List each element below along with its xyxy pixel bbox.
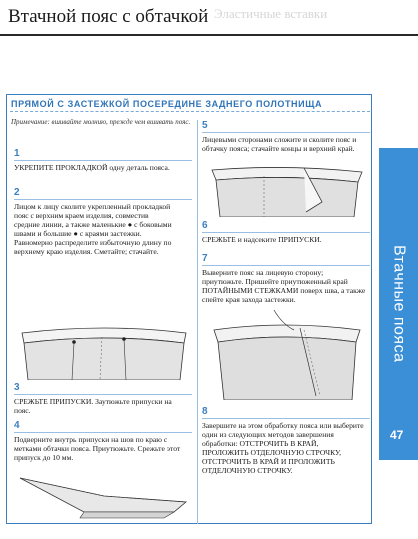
step-rule	[202, 418, 370, 419]
step-number: 1	[14, 148, 20, 159]
title-rule	[0, 34, 418, 36]
step-number: 5	[202, 120, 208, 131]
illustration-step-4	[14, 468, 192, 520]
step-rule	[202, 232, 370, 233]
step-rule	[14, 199, 192, 200]
step-number: 3	[14, 382, 20, 393]
step-number: 6	[202, 220, 208, 231]
step-number: 7	[202, 253, 208, 264]
step-rule	[14, 432, 192, 433]
step-text: СРЕЖЬТЕ ПРИПУСКИ. Заутюжьте припуски на пояс.	[14, 397, 172, 415]
step-rule	[202, 265, 370, 266]
step-number: 2	[14, 187, 20, 198]
illustration-step-2	[14, 325, 192, 380]
chapter-tab-label-wrap	[379, 148, 418, 460]
heading-rule	[10, 111, 370, 112]
column-divider	[197, 120, 198, 524]
step-text: Лицевыми сторонами сложите и сколите пояс и обтачку пояса; стачайте концы и верхний край.	[202, 135, 357, 153]
step-number: 8	[202, 406, 208, 417]
section-heading: ПРЯМОЙ С ЗАСТЕЖКОЙ ПОСЕРЕДИНЕ ЗАДНЕГО ПОЛОТНИЩА	[11, 99, 323, 109]
step-text: Подверните внутрь припуски на шов по краю с метками обтачки пояса. Приутюжьте. Срежьте этот припуск до 10 мм.	[14, 435, 181, 462]
step-text: СРЕЖЬТЕ и надсеките ПРИПУСКИ.	[202, 235, 322, 244]
page-title: Втачной пояс с обтачкой	[8, 6, 209, 27]
bleed-through-title: Эластичные вставки	[214, 6, 328, 21]
step-rule	[14, 160, 192, 161]
step-rule	[202, 132, 370, 133]
step-text: УКРЕПИТЕ ПРОКЛАДКОЙ одну деталь пояса.	[14, 163, 170, 172]
step-text: Выверните пояс на лицевую сторону; приутюжьте. Пришейте приутюженный край ПОТАЙНЫМИ СТЕЖКАМИ поверх шва, а также спейте края захода застежки.	[202, 268, 366, 304]
illustration-step-7	[204, 300, 370, 400]
step-number: 4	[14, 420, 20, 431]
page-number: 47	[390, 428, 404, 442]
step-rule	[14, 394, 192, 395]
chapter-tab-label: Втачные пояса	[390, 245, 408, 363]
step-text: Лицом к лицу сколите укрепленный прокладкой пояс с верхним краем изделия, совместив средние линии, а также маленькие ● с боковыми швами и большие ● с краями застежки. Равномерно распределите избыточную длину по верхнему краю изделия. Сметайте; стачайте.	[14, 202, 172, 256]
step-text: Завершите на этом обработку пояса или выберите один из следующих методов завершения обработки: ОТСТРОЧИТЬ В КРАЙ, ПРОЛОЖИТЬ ОТДЕЛОЧНУЮ СТРОЧКУ, ОТСТРОЧИТЬ В КРАЙ И ПРОЛОЖИТЬ ОТДЕЛОЧНУЮ СТРОЧКУ.	[202, 421, 364, 475]
illustration-step-5	[204, 162, 370, 217]
note-text: Примечание: вшивайте молнию, прежде чем вшивать пояс.	[11, 118, 191, 126]
